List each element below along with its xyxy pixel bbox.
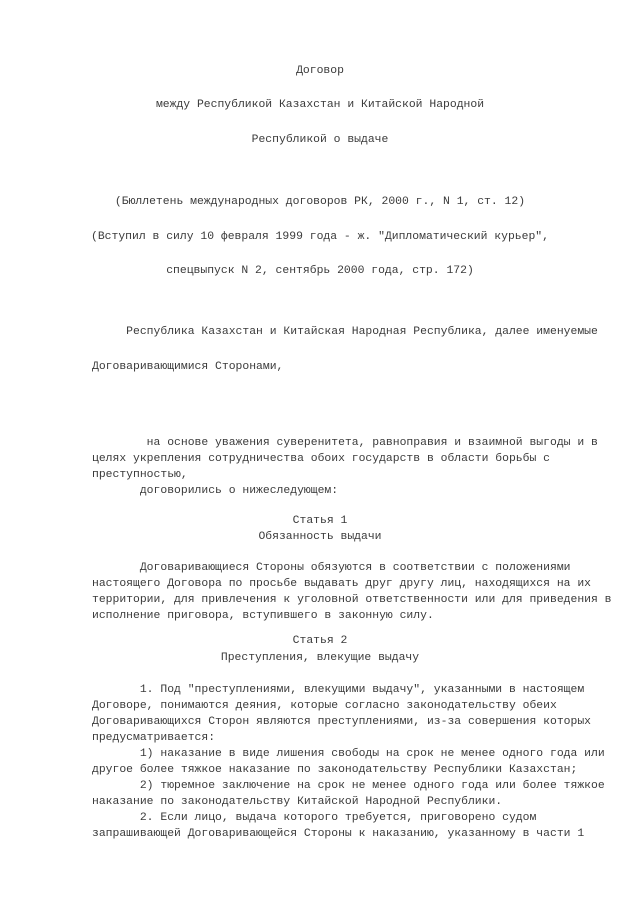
article-2-line: наказание по законодательству Китайской Народной Республики.: [92, 796, 503, 808]
doc-title: Договор: [296, 65, 344, 77]
article-2-line: Договоре, понимаются деяния, которые согласно законодательству обеих: [92, 700, 557, 712]
article-1-line: территории, для привлечения к уголовной ответственности или для приведения в: [92, 594, 612, 606]
article-2-line: предусматривается:: [92, 732, 216, 744]
article-2-line: 1. Под "преступлениями, влекущими выдачу", указанными в настоящем: [92, 684, 585, 696]
preamble-line: Республика Казахстан и Китайская Народная Республика, далее именуемые: [92, 326, 598, 338]
article-1-subheading: Обязанность выдачи: [258, 531, 382, 543]
intro-line: на основе уважения суверенитета, равноправия и взаимной выгоды и в: [92, 437, 598, 449]
preamble-line: Договаривающимися Сторонами,: [92, 361, 284, 373]
article-2-line: 1) наказание в виде лишения свободы на срок не менее одного года или: [92, 748, 605, 760]
source-bulletin: (Бюллетень международных договоров РК, 2000 г., N 1, ст. 12): [114, 196, 526, 208]
article-2-line: Договаривающихся Сторон являются преступлениями, из-за совершения которых: [92, 716, 591, 728]
article-1-line: настоящего Договора по просьбе выдавать друг другу лиц, находящихся на их: [92, 578, 591, 590]
source-special-issue: спецвыпуск N 2, сентябрь 2000 года, стр. 172): [166, 265, 474, 277]
article-1-line: исполнение приговора, вступившего в законную силу.: [92, 610, 434, 622]
article-1-heading: Статья 1: [292, 515, 348, 527]
article-2-subheading: Преступления, влекущие выдачу: [220, 652, 420, 664]
intro-line: договорились о нижеследующем:: [92, 485, 339, 497]
article-1-line: Договаривающиеся Стороны обязуются в соответствии с положениями: [92, 562, 571, 574]
article-2-line: запрашивающей Договаривающейся Стороны к наказанию, указанному в части 1: [92, 828, 585, 840]
doc-title-line-3: Республикой о выдаче: [251, 134, 389, 146]
intro-line: целях укрепления сотрудничества обоих государств в области борьбы с: [92, 453, 550, 465]
doc-title-line-2: между Республикой Казахстан и Китайской Народной: [155, 99, 485, 111]
article-2-line: другое более тяжкое наказание по законодательству Республики Казахстан;: [92, 764, 578, 776]
intro-line: преступностью,: [92, 469, 188, 481]
article-2-line: 2) тюремное заключение на срок не менее одного года или более тяжкое: [92, 780, 605, 792]
article-2-heading: Статья 2: [292, 635, 348, 647]
article-2-line: 2. Если лицо, выдача которого требуется, приговорено судом: [92, 812, 537, 824]
source-effective: (Вступил в силу 10 февраля 1999 года - ж. "Дипломатический курьер",: [91, 231, 549, 243]
